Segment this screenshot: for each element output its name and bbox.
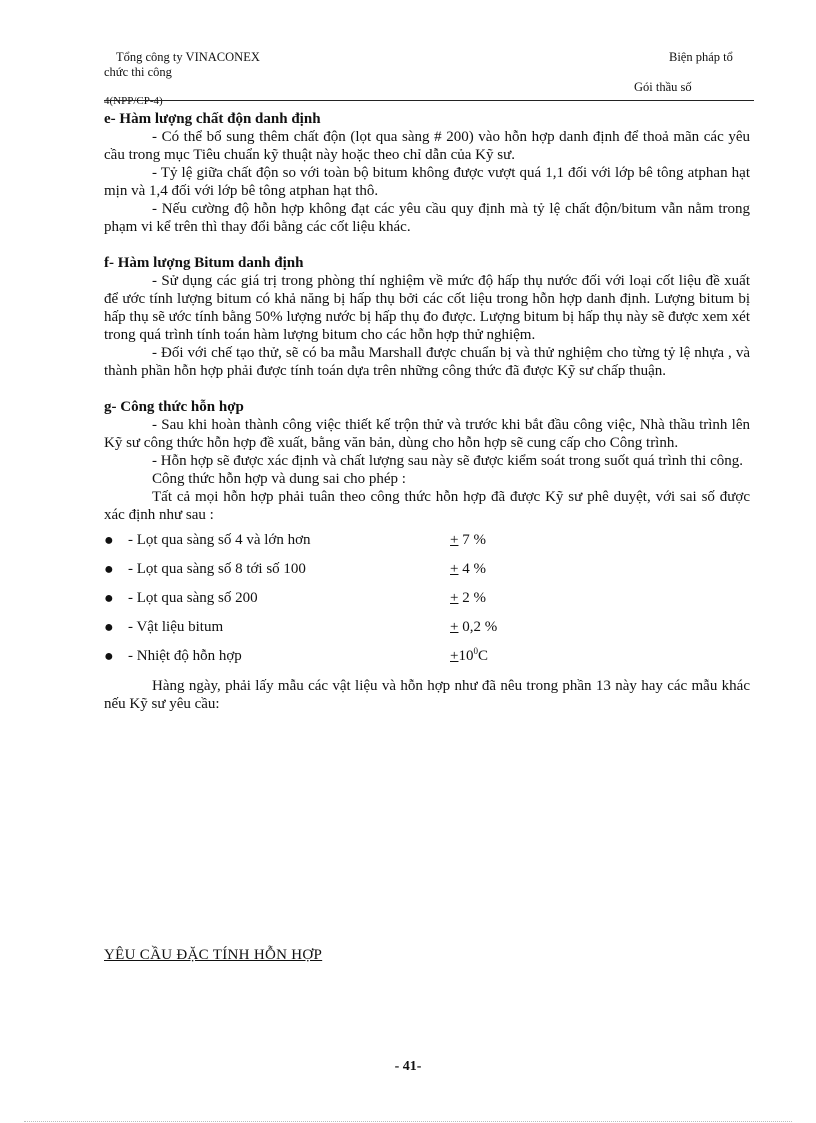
page-number: - 41-	[394, 1059, 422, 1074]
section-g-paragraph: Tất cả mọi hỗn hợp phải tuân theo công thức hỗn hợp đã được Kỹ sư phê duyệt, với sai số được xác định như sau :	[104, 489, 750, 523]
tolerance-value: + 7 %	[450, 532, 486, 548]
bullet-dot-icon: ●	[104, 648, 114, 665]
requirements-heading: YÊU CẦU ĐẶC TÍNH HỖN HỢP	[104, 947, 323, 963]
section-e-paragraph: - Có thể bổ sung thêm chất độn (lọt qua sàng # 200) vào hỗn hợp danh định để thoả mãn các yêu cầu trong mục Tiêu chuẩn kỹ thuật này hoặc theo chỉ dẫn của Kỹ sư.	[104, 129, 750, 163]
list-item	[104, 526, 750, 555]
bullet-dot-icon: ●	[104, 532, 114, 549]
section-g-heading: g- Công thức hỗn hợp	[104, 399, 244, 415]
list-item	[104, 584, 750, 613]
tolerance-label: - Lọt qua sàng số 200	[128, 590, 258, 606]
bullet-dot-icon: ●	[104, 590, 114, 607]
tolerance-intro: Công thức hỗn hợp và dung sai cho phép :	[152, 471, 406, 487]
header-bien-phap: Biện pháp tổ	[669, 50, 733, 64]
tolerance-value: + 4 %	[450, 561, 486, 577]
tolerance-value: $+10^0C$	[450, 646, 488, 664]
section-e-heading: e- Hàm lượng chất độn danh định	[104, 111, 321, 127]
tolerance-value: + 0,2 %	[450, 619, 498, 635]
sampling-paragraph: Hàng ngày, phải lấy mẫu các vật liệu và hỗn hợp như đã nêu trong phần 13 này hay các mẫu khác nếu Kỹ sư yêu cầu:	[104, 678, 750, 712]
section-f-heading: f- Hàm lượng Bitum danh định	[104, 255, 304, 271]
list-item	[104, 555, 750, 584]
bullet-dot-icon: ●	[104, 561, 114, 578]
page-bottom-border	[24, 1121, 792, 1122]
document-body	[104, 110, 750, 713]
section-f-paragraph: - Đối với chế tạo thử, sẽ có ba mẫu Marshall được chuẩn bị và thử nghiệm cho từng tỷ lệ nhựa , và thành phần hỗn hợp phải được tính toán dựa trên những công thức đã được Kỹ sư chấp thuận.	[104, 345, 750, 379]
company-name: Tổng công ty VINACONEX	[116, 50, 260, 64]
section-g-paragraph: - Sau khi hoàn thành công việc thiết kế trộn thử và trước khi bắt đầu công việc, Nhà thầu trình lên Kỹ sư công thức hỗn hợp đề xuất, bằng văn bản, dùng cho hỗn hợp sẽ cung cấp cho Công trình.	[104, 417, 750, 451]
section-e-paragraph: - Nếu cường độ hỗn hợp không đạt các yêu cầu quy định mà tỷ lệ chất độn/bitum vẫn nằm trong phạm vi kể trên thì thay đổi bằng các cốt liệu khác.	[104, 201, 750, 235]
list-item	[104, 613, 750, 642]
tolerance-label: - Lọt qua sàng số 4 và lớn hơn	[128, 532, 311, 548]
tolerance-label: - Lọt qua sàng số 8 tới số 100	[128, 561, 306, 577]
header-rule	[104, 100, 754, 101]
tolerance-value: + 2 %	[450, 590, 486, 606]
page-header	[0, 0, 816, 110]
tolerance-list	[104, 526, 750, 671]
list-item	[104, 642, 750, 671]
bullet-dot-icon: ●	[104, 619, 114, 636]
header-chuc-thi-cong: chức thi công	[104, 65, 172, 79]
header-ma-goi: 4(NPP/CP-4)	[104, 95, 163, 107]
tolerance-label: - Nhiệt độ hỗn hợp	[128, 648, 242, 664]
tolerance-label: - Vật liệu bitum	[128, 619, 224, 635]
section-g-paragraph: - Hỗn hợp sẽ được xác định và chất lượng sau này sẽ được kiểm soát trong suốt quá trình thi công.	[152, 453, 743, 469]
header-goi-thau: Gói thầu số	[634, 80, 692, 94]
section-f-paragraph: - Sử dụng các giá trị trong phòng thí nghiệm về mức độ hấp thụ nước đối với loại cốt liệu đề xuất để ước tính lượng bitum có khả năng bị hấp thụ bởi các cốt liệu trong hỗn hợp danh định. Lượng bitum bị hấp thụ sẽ ước tính bằng 50% lượng nước bị hấp thụ đo được. Lượng bitum bị hấp thụ này sẽ được xem xét trong quá trình tính toán hàm lượng bitum cho các hỗn hợp thử nghiệm.	[104, 273, 750, 343]
section-e-paragraph: - Tỷ lệ giữa chất độn so với toàn bộ bitum không được vượt quá 1,1 đối với lớp bê tông atphan hạt mịn và 1,4 đối với lớp bê tông atphan hạt thô.	[104, 165, 750, 199]
